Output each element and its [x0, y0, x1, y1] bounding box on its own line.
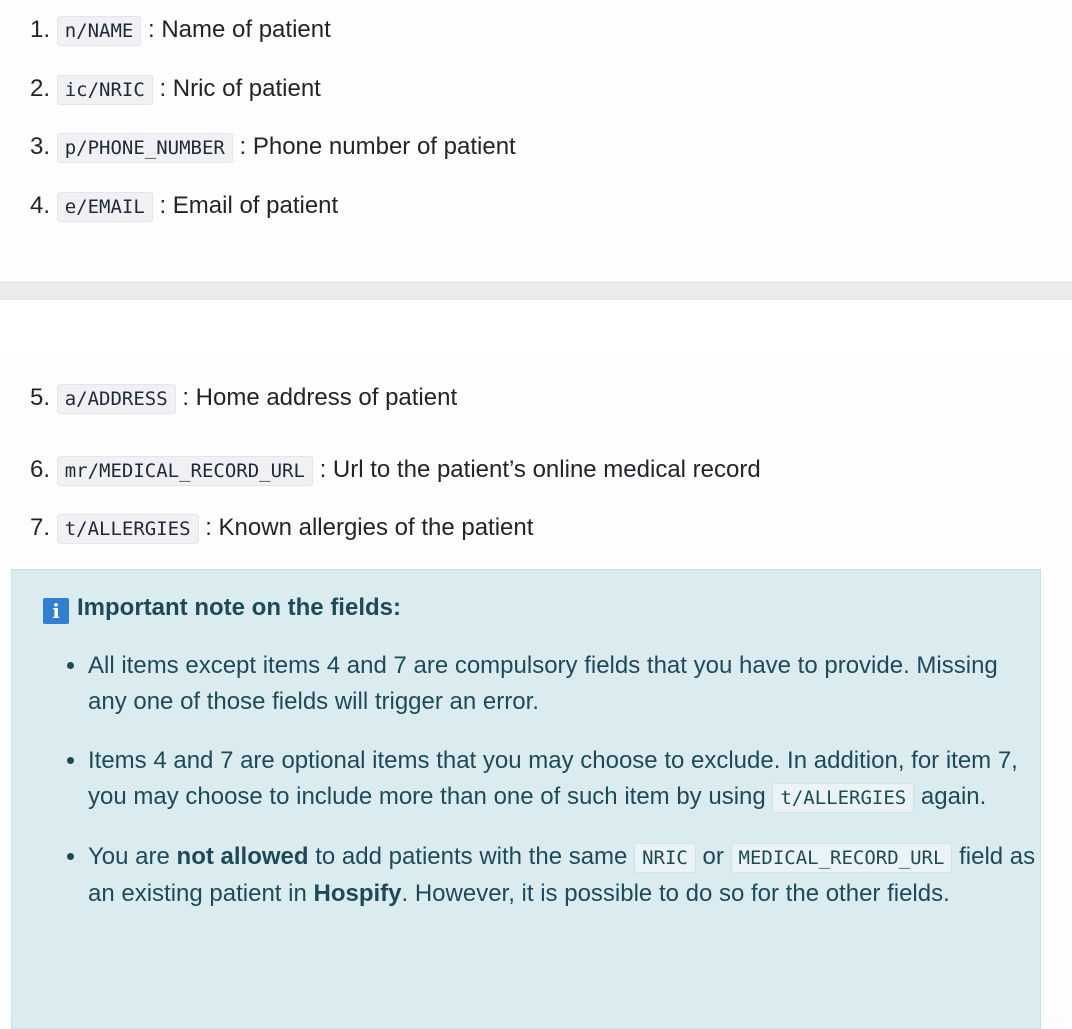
field-item-medical-record-url — [30, 454, 761, 487]
field-item-nric — [30, 73, 321, 106]
list-number: 3. — [30, 133, 51, 160]
field-description: : Phone number of patient — [239, 133, 516, 160]
field-description: : Nric of patient — [159, 75, 321, 102]
inline-code-medical-record-url: MEDICAL_RECORD_URL — [731, 843, 953, 873]
field-description: : Url to the patient’s online medical record — [319, 456, 761, 483]
note-item-optional: • Items 4 and 7 are optional items that you may choose to exclude. In addition, for item 7, you may choose to include more than one of such item by using t/ALLERGIES again. — [88, 743, 1038, 816]
list-number: 2. — [30, 75, 51, 102]
info-icon: i — [43, 598, 69, 624]
note-list — [60, 648, 1038, 935]
list-number: 4. — [30, 192, 51, 219]
field-item-email — [30, 190, 338, 223]
list-number: 5. — [30, 384, 51, 411]
field-item-name — [30, 14, 331, 47]
note-item-not-allowed: • You are not allowed to add patients with the same NRIC or MEDICAL_RECORD_URL field as an existing patient in Hospify. However, it is possible to do so for the other fields. — [88, 839, 1038, 912]
fields-section-top — [0, 0, 1072, 281]
field-code: n/NAME — [57, 16, 142, 46]
field-description: : Name of patient — [148, 16, 331, 43]
field-description: : Known allergies of the patient — [205, 514, 534, 541]
important-note-box — [11, 569, 1041, 1029]
list-number: 7. — [30, 514, 51, 541]
field-code: t/ALLERGIES — [57, 514, 199, 544]
emphasis-not-allowed: not allowed — [176, 843, 309, 870]
field-code: mr/MEDICAL_RECORD_URL — [57, 456, 313, 486]
section-divider — [0, 281, 1072, 300]
inline-code-nric: NRIC — [634, 843, 696, 873]
field-item-allergies — [30, 512, 533, 545]
field-item-address — [30, 382, 457, 415]
note-title-text: Important note on the fields: — [77, 594, 401, 621]
field-code: p/PHONE_NUMBER — [57, 133, 233, 163]
field-description: : Email of patient — [159, 192, 339, 219]
emphasis-hospify: Hospify — [313, 880, 402, 907]
field-item-phone — [30, 131, 516, 164]
section-gap — [0, 300, 1072, 358]
note-title — [43, 592, 401, 624]
field-description: : Home address of patient — [182, 384, 458, 411]
field-code: ic/NRIC — [57, 75, 153, 105]
inline-code-allergies: t/ALLERGIES — [772, 783, 914, 813]
field-code: e/EMAIL — [57, 192, 153, 222]
field-code: a/ADDRESS — [57, 384, 176, 414]
list-number: 6. — [30, 456, 51, 483]
note-item-compulsory: • All items except items 4 and 7 are compulsory fields that you have to provide. Missing any one of those fields will trigger an error. — [88, 648, 1038, 720]
list-number: 1. — [30, 16, 51, 43]
